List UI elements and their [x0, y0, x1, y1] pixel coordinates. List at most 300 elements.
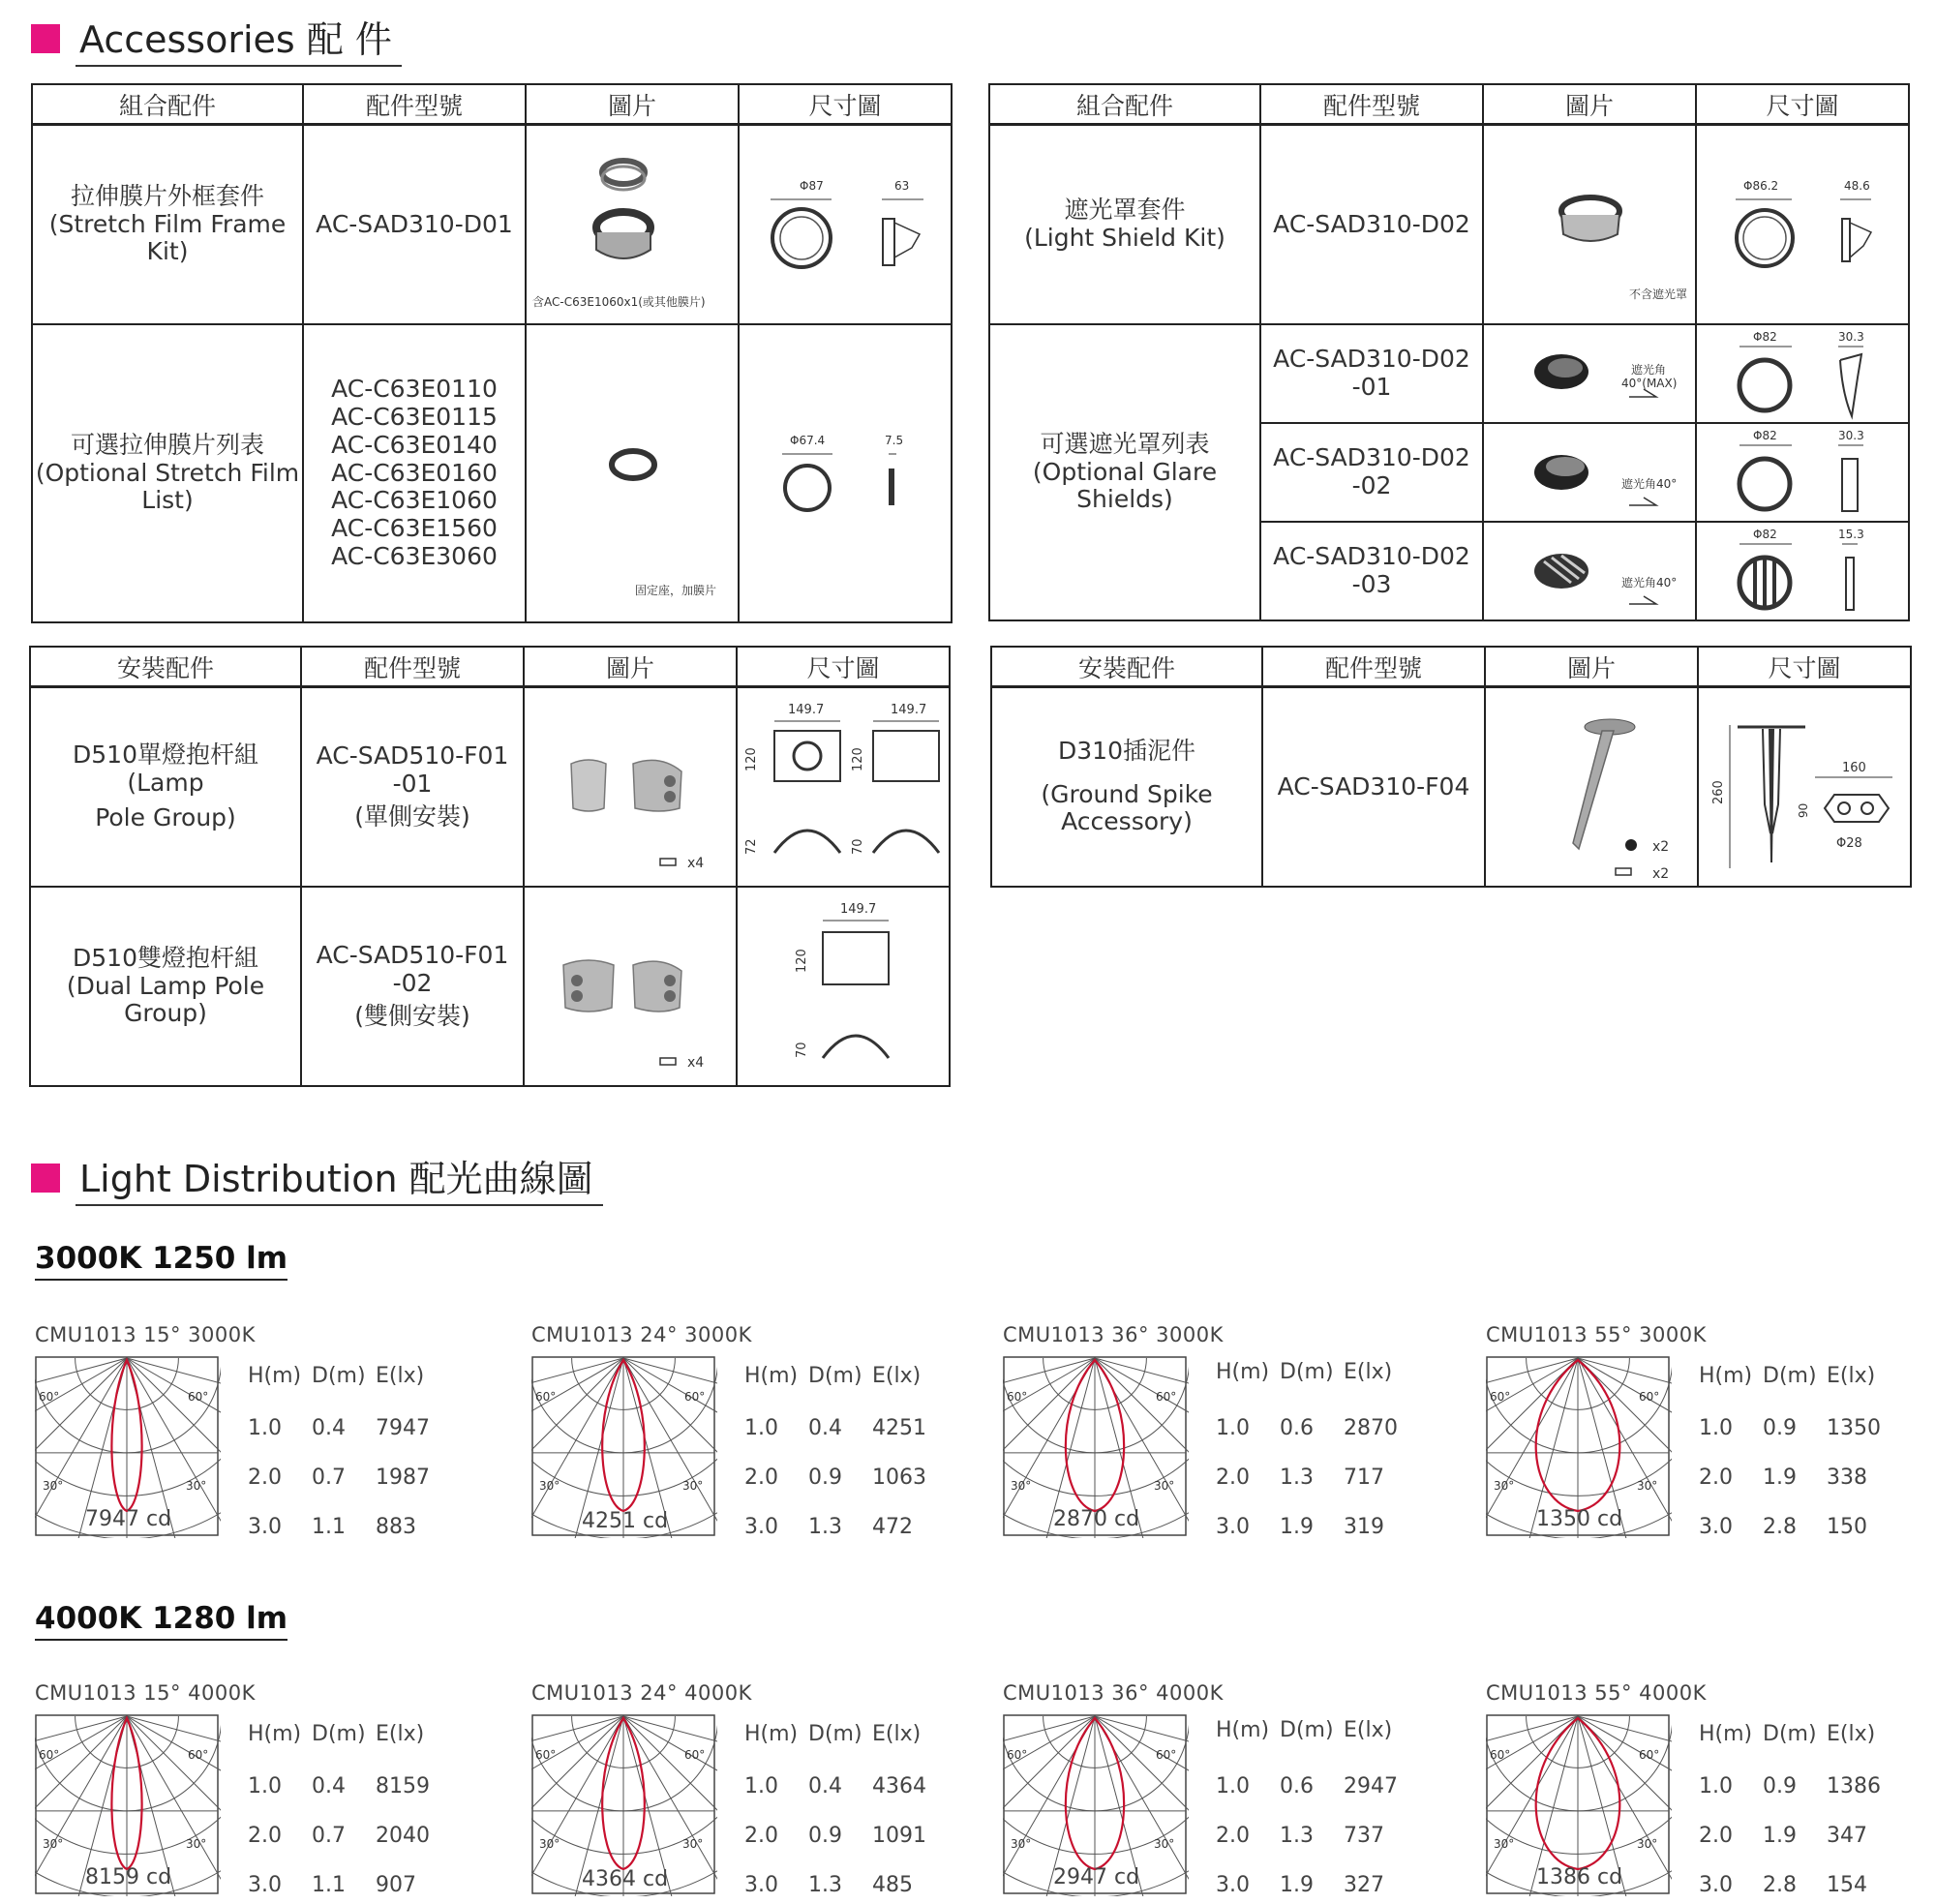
cell-h: 2.0 [1699, 1466, 1733, 1490]
col-d: D(m) [808, 1364, 862, 1388]
angle-label-60-right: 60° [1639, 1748, 1660, 1762]
cell-e: 7947 [376, 1416, 430, 1440]
cell-e: 1063 [872, 1466, 926, 1490]
model-line: -03 [1351, 570, 1392, 598]
name-line: (Lamp [127, 768, 204, 797]
dim-b-label: 7.5 [885, 434, 904, 447]
name-line: D510單燈抱杆組 [73, 740, 258, 769]
angle-label-60-left: 60° [1007, 1748, 1028, 1762]
film-list-name-zh: 可選拉伸膜片列表 [70, 430, 264, 459]
angle-label-2: 40°(MAX) [1621, 377, 1678, 390]
table-row [744, 1416, 936, 1442]
cell-e: 338 [1827, 1466, 1867, 1490]
table-row [1699, 1515, 1891, 1541]
cell-e: 472 [872, 1515, 913, 1539]
kit-caption: 含AC-C63E1060x1(或其他膜片) [532, 295, 706, 310]
glare-dim-01 [1696, 324, 1909, 423]
grid-arc [35, 1716, 221, 1811]
angle-label-60-left: 60° [535, 1390, 557, 1404]
table-row [1216, 1466, 1407, 1492]
cell-d: 0.7 [312, 1466, 346, 1490]
dim-h1-label: 120 [744, 747, 759, 771]
cell-h: 1.0 [744, 1774, 778, 1798]
cell-d: 1.3 [1280, 1466, 1314, 1490]
model-line: -01 [392, 769, 433, 798]
dim-a-label: Φ82 [1753, 330, 1777, 344]
cell-h: 2.0 [1216, 1824, 1250, 1848]
cell-h: 2.0 [248, 1824, 282, 1848]
chart-title: CMU1013 24° 4000K [531, 1681, 752, 1705]
name-line: Group) [124, 999, 207, 1028]
film-model: AC-C63E3060 [331, 541, 498, 570]
film-model: AC-C63E0160 [331, 458, 498, 487]
name-line: D510雙燈抱杆組 [73, 943, 258, 972]
col-d: D(m) [1280, 1718, 1334, 1742]
chart-title: CMU1013 36° 3000K [1003, 1323, 1224, 1346]
col-h: H(m) [1216, 1360, 1270, 1384]
table-row [744, 1873, 936, 1899]
col-e: E(lx) [376, 1722, 425, 1746]
angle-label: 遮光角40° [1621, 576, 1678, 589]
cell-h: 2.0 [1216, 1466, 1250, 1490]
dim-b-label: 15.3 [1838, 528, 1864, 541]
dim-w2-label: 149.7 [891, 703, 927, 717]
cell-d: 0.7 [312, 1824, 346, 1848]
dual-pole-illustration [525, 888, 738, 1085]
angle-label-30-right: 30° [1637, 1479, 1658, 1493]
model-line: AC-SAD510-F01 [316, 740, 509, 770]
glare-dim-02 [1696, 423, 1909, 522]
cell-d: 2.8 [1763, 1873, 1797, 1897]
name-line: (Dual Lamp Pole [66, 971, 265, 1000]
table-row [744, 1774, 936, 1800]
film-ring-illustration [527, 325, 740, 596]
single-pole-model [301, 687, 524, 888]
cell-e: 319 [1344, 1515, 1384, 1539]
kit-name-zh: 拉伸膜片外框套件 [70, 181, 264, 210]
dim-b-label: 30.3 [1838, 330, 1864, 344]
dim-b-label: 63 [894, 179, 910, 193]
col-h: H(m) [248, 1722, 302, 1746]
single-pole-dimension [738, 688, 951, 886]
table-row [248, 1515, 439, 1541]
film-list-models [303, 324, 526, 622]
distribution-chart [1486, 1323, 1936, 1546]
shield-kit-model: AC-SAD310-D02 [1260, 125, 1483, 325]
light-distribution-title: Light Distribution 配光曲線圖 [76, 1149, 603, 1206]
film-list-name-en: (Optional Stretch Film List) [35, 458, 300, 515]
name-line: Accessory) [1061, 807, 1193, 836]
cell-e: 154 [1827, 1873, 1867, 1897]
angle-label-30-left: 30° [1494, 1837, 1515, 1851]
grid-arc [35, 1716, 221, 1854]
single-pole-dim-cell [737, 687, 950, 888]
glare-image-03 [1483, 522, 1696, 620]
col-e: E(lx) [1827, 1722, 1876, 1746]
film-caption: 固定座，加膜片 [635, 584, 717, 598]
cell-h: 3.0 [248, 1515, 282, 1539]
angle-label-60-right: 60° [188, 1390, 209, 1404]
cell-e: 883 [376, 1515, 416, 1539]
cell-d: 0.6 [1280, 1416, 1314, 1440]
illuminance-table [1216, 1718, 1407, 1899]
col-d: D(m) [312, 1364, 366, 1388]
angle-label-60-left: 60° [39, 1748, 60, 1762]
cell-e: 8159 [376, 1774, 430, 1798]
shield-kit-image-cell [1483, 125, 1696, 325]
cell-h: 1.0 [248, 1416, 282, 1440]
col-header: 尺寸圖 [1698, 647, 1911, 687]
dim-w1-label: 149.7 [788, 703, 825, 717]
cell-d: 2.8 [1763, 1515, 1797, 1539]
dim-a-label: Φ87 [800, 179, 824, 193]
spike-image-cell [1485, 687, 1698, 888]
col-d: D(m) [1280, 1360, 1334, 1384]
grid-arc [1486, 1358, 1672, 1496]
angle-label-30-right: 30° [1637, 1837, 1658, 1851]
grid-arc [531, 1716, 717, 1854]
name-line: (Ground Spike [1041, 779, 1213, 808]
ground-spike-illustration [1486, 688, 1699, 886]
illuminance-table [248, 1364, 439, 1541]
angle-label-30-right: 30° [682, 1479, 704, 1493]
dim-r1-label: 70 [795, 1042, 809, 1058]
light-shield-table [988, 83, 1910, 621]
candela-value: 4364 cd [582, 1867, 669, 1891]
col-e: E(lx) [376, 1364, 425, 1388]
grid-arc [1003, 1358, 1189, 1496]
angle-label-30-left: 30° [43, 1479, 64, 1493]
glare-shield-02-dimension [1697, 424, 1910, 521]
distribution-chart [531, 1681, 1015, 1904]
angle-label-60-left: 60° [535, 1748, 557, 1762]
table-row [248, 1416, 439, 1442]
dual-pole-name-cell [30, 887, 301, 1086]
dual-pole-dimension [738, 888, 951, 1085]
qty2-label: x2 [1652, 866, 1670, 882]
grid-arc [35, 1358, 221, 1453]
col-h: H(m) [248, 1364, 302, 1388]
cell-e: 1987 [376, 1466, 430, 1490]
col-header: 圖片 [524, 647, 737, 687]
qty-label: x4 [687, 1055, 705, 1071]
light-distribution-heading [31, 1149, 603, 1206]
dim-a-label: Φ67.4 [790, 434, 826, 447]
cell-d: 0.9 [1763, 1774, 1797, 1798]
cell-e: 1386 [1827, 1774, 1881, 1798]
cell-d: 1.3 [808, 1873, 842, 1897]
glare-list-name-cell [989, 324, 1260, 620]
col-d: D(m) [1763, 1722, 1817, 1746]
cell-e: 2040 [376, 1824, 430, 1848]
dim-h2-label: 120 [851, 747, 865, 771]
cell-h: 3.0 [744, 1873, 778, 1897]
spike-name-cell [991, 687, 1262, 888]
table-row [248, 1824, 439, 1850]
col-header: 組合配件 [32, 84, 303, 125]
candela-value: 8159 cd [85, 1865, 172, 1889]
kit-image-cell [526, 125, 739, 325]
cell-h: 3.0 [248, 1873, 282, 1897]
cell-e: 485 [872, 1873, 913, 1897]
glare-list-name-zh: 可選遮光罩列表 [1040, 429, 1210, 458]
accent-square [31, 24, 60, 53]
qty1-label: x2 [1652, 839, 1670, 855]
cell-d: 0.9 [808, 1824, 842, 1848]
angle-label-60-right: 60° [1156, 1390, 1177, 1404]
angle-label-30-left: 30° [539, 1837, 560, 1851]
table-row [248, 1873, 439, 1899]
col-h: H(m) [1699, 1722, 1753, 1746]
angle-label-60-right: 60° [684, 1390, 706, 1404]
film-list-name-cell [32, 324, 303, 622]
grid-arc [531, 1716, 717, 1811]
accent-square [31, 1164, 60, 1193]
illuminance-table [744, 1722, 936, 1899]
cell-e: 737 [1344, 1824, 1384, 1848]
angle-label: 遮光角40° [1621, 477, 1678, 491]
chart-title: CMU1013 24° 3000K [531, 1323, 752, 1346]
model-line: -02 [392, 968, 433, 997]
glare-shield-02-illustration [1484, 424, 1697, 521]
cell-h: 1.0 [1699, 1774, 1733, 1798]
cell-h: 2.0 [744, 1824, 778, 1848]
spike-dim-cell [1698, 687, 1911, 888]
dim-r1-label: 72 [744, 838, 759, 855]
table-row [1699, 1774, 1891, 1800]
angle-label-60-right: 60° [1156, 1748, 1177, 1762]
cell-d: 1.1 [312, 1515, 346, 1539]
col-header: 組合配件 [989, 84, 1260, 125]
dual-pole-image-cell [524, 887, 737, 1086]
cell-e: 2870 [1344, 1416, 1398, 1440]
model-line: AC-SAD510-F01 [316, 940, 509, 969]
glare-image-01 [1483, 324, 1696, 423]
grid-arc [531, 1358, 717, 1496]
glare-model-03 [1260, 522, 1483, 620]
col-header: 配件型號 [303, 84, 526, 125]
candela-value: 2947 cd [1053, 1865, 1140, 1889]
cell-e: 1350 [1827, 1416, 1881, 1440]
angle-label-30-left: 30° [1494, 1479, 1515, 1493]
col-d: D(m) [1763, 1364, 1817, 1388]
cell-e: 2947 [1344, 1774, 1398, 1798]
qty-label: x4 [687, 856, 705, 871]
table-row [744, 1515, 936, 1541]
cell-e: 4251 [872, 1416, 926, 1440]
angle-label-30-right: 30° [186, 1479, 207, 1493]
candela-value: 2870 cd [1053, 1507, 1140, 1531]
illuminance-table [1216, 1360, 1407, 1541]
angle-label-30-right: 30° [1154, 1837, 1175, 1851]
cell-h: 1.0 [1216, 1774, 1250, 1798]
glare-image-02 [1483, 423, 1696, 522]
kit-name-cell [32, 125, 303, 325]
cell-d: 0.4 [808, 1774, 842, 1798]
angle-label-60-left: 60° [1007, 1390, 1028, 1404]
dim-b-label: 48.6 [1844, 179, 1870, 193]
model-line: -02 [1351, 471, 1392, 499]
grid-arc [1003, 1716, 1189, 1811]
col-header: 安裝配件 [30, 647, 301, 687]
angle-label-30-left: 30° [1011, 1837, 1032, 1851]
group-title-3000k: 3000K 1250 lm [35, 1241, 287, 1281]
chart-title: CMU1013 55° 4000K [1486, 1681, 1707, 1705]
cell-d: 0.9 [1763, 1416, 1797, 1440]
single-pole-image-cell [524, 687, 737, 888]
cell-d: 1.9 [1763, 1466, 1797, 1490]
shield-kit-caption: 不含遮光罩 [1628, 287, 1687, 302]
cell-h: 2.0 [1699, 1824, 1733, 1848]
dim-small-label: 90 [1797, 802, 1810, 818]
col-header: 尺寸圖 [737, 647, 950, 687]
cell-h: 2.0 [248, 1466, 282, 1490]
dim-w1-label: 149.7 [840, 902, 877, 917]
cell-h: 1.0 [1216, 1416, 1250, 1440]
cell-h: 1.0 [744, 1416, 778, 1440]
dim-a-label: Φ86.2 [1743, 179, 1779, 193]
cell-h: 1.0 [1699, 1416, 1733, 1440]
col-h: H(m) [744, 1364, 799, 1388]
distribution-chart [35, 1681, 519, 1904]
name-line: D310插泥件 [1058, 736, 1195, 765]
dim-d-label: Φ28 [1836, 836, 1862, 851]
dim-h1-label: 120 [795, 949, 809, 973]
name-line: Pole Group) [95, 803, 236, 832]
cell-d: 1.1 [312, 1873, 346, 1897]
grid-arc [35, 1358, 221, 1496]
film-model: AC-C63E1060 [331, 486, 498, 515]
cell-d: 1.9 [1280, 1873, 1314, 1897]
film-model: AC-C63E0110 [331, 375, 498, 404]
shield-kit-name-en: (Light Shield Kit) [1024, 224, 1225, 252]
glare-shield-03-dimension [1697, 523, 1910, 620]
candela-value: 1386 cd [1536, 1865, 1623, 1889]
cell-d: 0.4 [808, 1416, 842, 1440]
grid-arc [1003, 1716, 1189, 1854]
table-row [1216, 1824, 1407, 1850]
glare-model-02 [1260, 423, 1483, 522]
model-line: (單側安裝) [354, 802, 470, 831]
dual-pole-dim-cell [737, 887, 950, 1086]
angle-label-60-right: 60° [188, 1748, 209, 1762]
candela-value: 7947 cd [85, 1507, 172, 1531]
angle-label-30-right: 30° [1154, 1479, 1175, 1493]
cell-h: 3.0 [1699, 1515, 1733, 1539]
cell-d: 1.3 [1280, 1824, 1314, 1848]
col-d: D(m) [808, 1722, 862, 1746]
cell-h: 3.0 [1216, 1515, 1250, 1539]
dim-b-label: 30.3 [1838, 429, 1864, 442]
distribution-chart [35, 1323, 519, 1546]
distribution-chart [1003, 1681, 1487, 1904]
accessories-heading [31, 10, 402, 67]
illuminance-table [1699, 1364, 1891, 1541]
col-h: H(m) [1699, 1364, 1753, 1388]
col-header: 圖片 [1485, 647, 1698, 687]
angle-label-30-right: 30° [186, 1837, 207, 1851]
col-header: 配件型號 [1260, 84, 1483, 125]
table-row [1699, 1824, 1891, 1850]
angle-label: 遮光角 [1631, 363, 1667, 377]
ground-spike-dimension [1699, 688, 1912, 886]
kit-dim-cell [739, 125, 952, 325]
table-row [1216, 1774, 1407, 1800]
kit-name-en: (Stretch Film Frame Kit) [48, 209, 287, 266]
candela-value: 4251 cd [582, 1509, 669, 1533]
col-e: E(lx) [872, 1722, 922, 1746]
glare-shield-01-dimension [1697, 325, 1910, 422]
kit-model: AC-SAD310-D01 [303, 125, 526, 325]
group-title-4000k: 4000K 1280 lm [35, 1601, 287, 1641]
frame-kit-illustration [527, 126, 740, 300]
grid-arc [531, 1358, 717, 1453]
table-row [248, 1466, 439, 1492]
single-pole-illustration [525, 688, 738, 886]
cell-d: 0.6 [1280, 1774, 1314, 1798]
film-model: AC-C63E0115 [331, 403, 498, 432]
glare-shield-01-illustration [1484, 325, 1697, 422]
table-row [1699, 1466, 1891, 1492]
chart-title: CMU1013 15° 3000K [35, 1323, 256, 1346]
pole-group-table [29, 646, 951, 1087]
dim-r2-label: 70 [851, 838, 865, 855]
shield-kit-name-cell [989, 125, 1260, 325]
illuminance-table [744, 1364, 936, 1541]
grid-arc [1486, 1358, 1672, 1453]
table-row [744, 1824, 936, 1850]
illuminance-table [1699, 1722, 1891, 1899]
angle-label-60-left: 60° [39, 1390, 60, 1404]
cell-e: 1091 [872, 1824, 926, 1848]
grid-arc [1486, 1716, 1672, 1854]
table-row [1216, 1416, 1407, 1442]
chart-title: CMU1013 15° 4000K [35, 1681, 256, 1705]
shield-kit-illustration [1484, 126, 1697, 300]
dim-a-label: Φ82 [1753, 429, 1777, 442]
cell-e: 327 [1344, 1873, 1384, 1897]
col-header: 尺寸圖 [739, 84, 952, 125]
candela-value: 1350 cd [1536, 1507, 1623, 1531]
model-line: (雙側安裝) [354, 1002, 470, 1031]
shield-kit-dimension-drawing [1697, 126, 1910, 323]
chart-title: CMU1013 55° 3000K [1486, 1323, 1707, 1346]
cell-d: 1.3 [808, 1515, 842, 1539]
angle-label-30-left: 30° [1011, 1479, 1032, 1493]
cell-h: 3.0 [744, 1515, 778, 1539]
distribution-chart [1003, 1323, 1487, 1546]
model-line: -01 [1351, 373, 1392, 401]
table-row [744, 1466, 936, 1492]
single-pole-name-cell [30, 687, 301, 888]
table-row [1216, 1873, 1407, 1899]
spike-model: AC-SAD310-F04 [1262, 687, 1485, 888]
table-row [248, 1774, 439, 1800]
cell-d: 0.4 [312, 1774, 346, 1798]
col-e: E(lx) [872, 1364, 922, 1388]
glare-model-01 [1260, 324, 1483, 423]
film-dim-cell [739, 324, 952, 622]
angle-label-60-right: 60° [684, 1748, 706, 1762]
cell-e: 150 [1827, 1515, 1867, 1539]
film-dimension-drawing [740, 325, 953, 621]
angle-label-60-right: 60° [1639, 1390, 1660, 1404]
glare-dim-03 [1696, 522, 1909, 620]
col-h: H(m) [1216, 1718, 1270, 1742]
frame-kit-dimension-drawing [740, 126, 953, 323]
col-header: 尺寸圖 [1696, 84, 1909, 125]
cell-h: 2.0 [744, 1466, 778, 1490]
